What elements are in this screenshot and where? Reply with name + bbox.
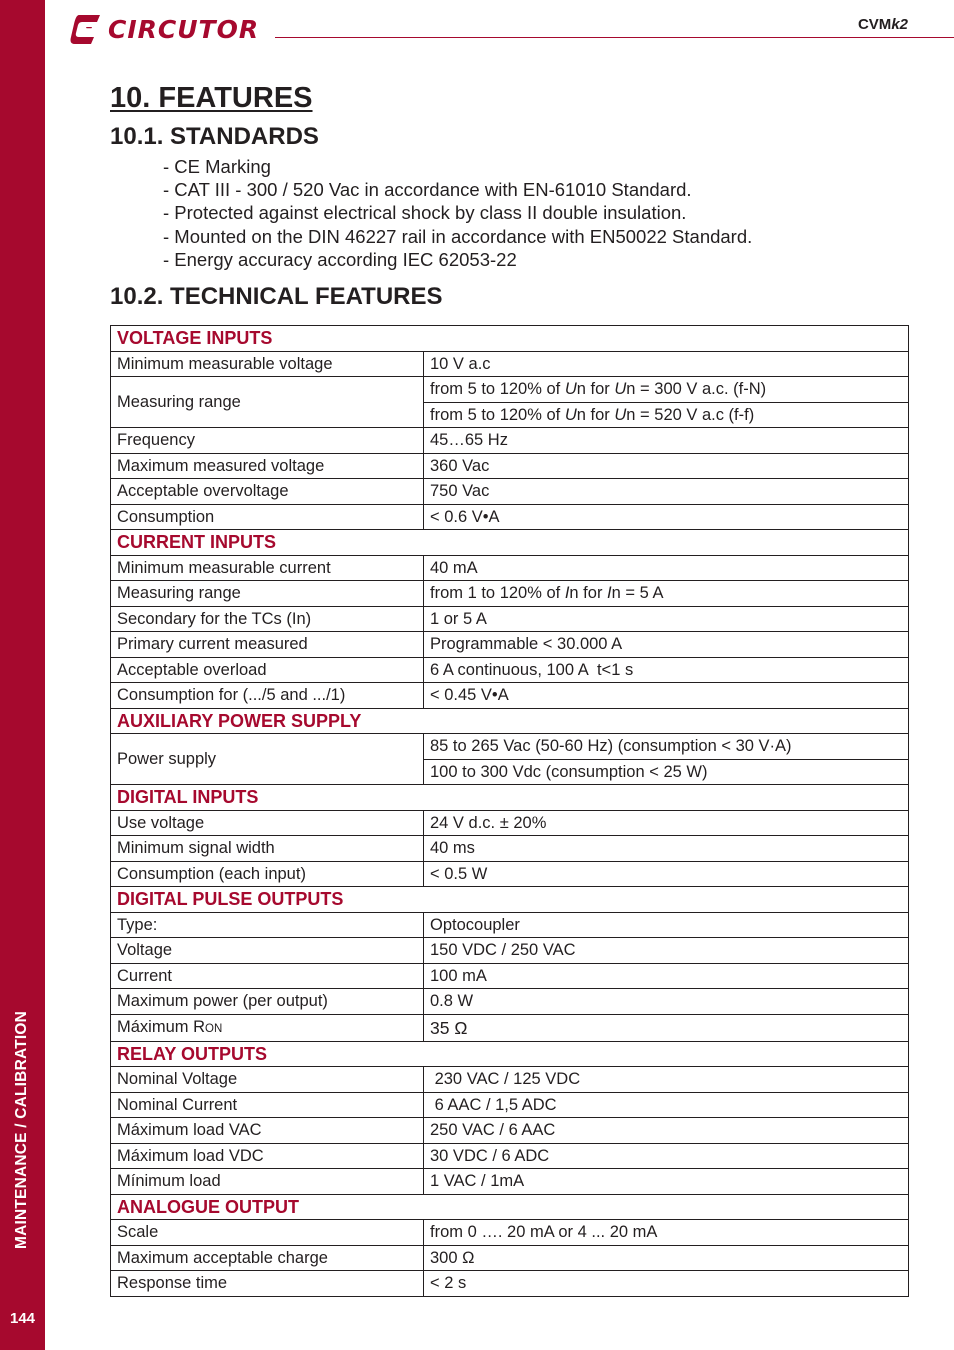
row-label: Nominal Current bbox=[111, 1092, 424, 1118]
row-label: Measuring range bbox=[111, 581, 424, 607]
row-value: 1 VAC / 1mA bbox=[424, 1169, 909, 1195]
row-value: 45…65 Hz bbox=[424, 428, 909, 454]
table-row bbox=[111, 861, 909, 887]
table-row bbox=[111, 555, 909, 581]
section-pulse-outputs: DIGITAL PULSE OUTPUTS bbox=[111, 887, 909, 913]
table-row bbox=[111, 1041, 909, 1067]
header-rule bbox=[275, 37, 954, 38]
row-value: 6 AAC / 1,5 ADC bbox=[424, 1092, 909, 1118]
list-item: - Mounted on the DIN 46227 rail in accordance with EN50022 Standard. bbox=[163, 225, 753, 247]
row-label: Frequency bbox=[111, 428, 424, 454]
section-relay-outputs: RELAY OUTPUTS bbox=[111, 1041, 909, 1067]
row-value: Programmable < 30.000 A bbox=[424, 632, 909, 658]
row-value: 250 VAC / 6 AAC bbox=[424, 1118, 909, 1144]
table-row bbox=[111, 963, 909, 989]
model-suffix: k2 bbox=[891, 16, 908, 33]
row-label: Minimum measurable voltage bbox=[111, 351, 424, 377]
row-label: Maximum measured voltage bbox=[111, 453, 424, 479]
row-label: Consumption (each input) bbox=[111, 861, 424, 887]
row-label: Measuring range bbox=[111, 377, 424, 428]
row-label: Máximum load VDC bbox=[111, 1143, 424, 1169]
row-label: Maximum power (per output) bbox=[111, 989, 424, 1015]
row-label: Consumption for (.../5 and .../1) bbox=[111, 683, 424, 709]
table-row bbox=[111, 1169, 909, 1195]
row-value: 24 V d.c. ± 20% bbox=[424, 810, 909, 836]
table-row bbox=[111, 504, 909, 530]
list-item: - CAT III - 300 / 520 Vac in accordance with EN-61010 Standard. bbox=[163, 179, 692, 201]
row-label: Voltage bbox=[111, 938, 424, 964]
row-value: < 0.45 V•A bbox=[424, 683, 909, 709]
row-value: 230 VAC / 125 VDC bbox=[424, 1067, 909, 1093]
row-value: 100 to 300 Vdc (consumption < 25 W) bbox=[424, 759, 909, 785]
table-row bbox=[111, 377, 909, 403]
features-table bbox=[110, 325, 909, 1297]
table-row bbox=[111, 1271, 909, 1297]
row-label: Secondary for the TCs (In) bbox=[111, 606, 424, 632]
table-row bbox=[111, 836, 909, 862]
row-value: < 0.6 V•A bbox=[424, 504, 909, 530]
page-title: 10. FEATURES bbox=[110, 82, 313, 114]
table-row bbox=[111, 657, 909, 683]
table-row bbox=[111, 581, 909, 607]
side-bar bbox=[0, 0, 45, 1350]
row-label: Response time bbox=[111, 1271, 424, 1297]
table-row bbox=[111, 606, 909, 632]
row-label: Minimum signal width bbox=[111, 836, 424, 862]
list-item: - Protected against electrical shock by class II double insulation. bbox=[163, 202, 687, 224]
page-number: 144 bbox=[9, 1310, 36, 1327]
section-analogue-output: ANALOGUE OUTPUT bbox=[111, 1194, 909, 1220]
table-row bbox=[111, 428, 909, 454]
table-row bbox=[111, 351, 909, 377]
row-value: 1 or 5 A bbox=[424, 606, 909, 632]
row-label: Acceptable overvoltage bbox=[111, 479, 424, 505]
table-row bbox=[111, 683, 909, 709]
row-label: Type: bbox=[111, 912, 424, 938]
list-item: - Energy accuracy according IEC 62053-22 bbox=[163, 248, 517, 270]
row-label: Máximum load VAC bbox=[111, 1118, 424, 1144]
row-label: Acceptable overload bbox=[111, 657, 424, 683]
section-aux-power: AUXILIARY POWER SUPPLY bbox=[111, 708, 909, 734]
row-label: Maximum acceptable charge bbox=[111, 1245, 424, 1271]
list-item: - CE Marking bbox=[163, 156, 271, 177]
logo-text: CIRCUTOR bbox=[108, 14, 260, 44]
row-label: Power supply bbox=[111, 734, 424, 785]
table-row bbox=[111, 734, 909, 760]
row-value: 10 V a.c bbox=[424, 351, 909, 377]
table-row bbox=[111, 1118, 909, 1144]
section-current-inputs: CURRENT INPUTS bbox=[111, 530, 909, 556]
row-value: 300 Ω bbox=[424, 1245, 909, 1271]
table-row bbox=[111, 1245, 909, 1271]
row-value: 35 Ω bbox=[424, 1014, 909, 1041]
row-value: 40 ms bbox=[424, 836, 909, 862]
table-row bbox=[111, 912, 909, 938]
row-label: Consumption bbox=[111, 504, 424, 530]
row-value: 150 VDC / 250 VAC bbox=[424, 938, 909, 964]
row-label: Mínimum load bbox=[111, 1169, 424, 1195]
row-value: < 0.5 W bbox=[424, 861, 909, 887]
standards-list bbox=[163, 155, 752, 271]
row-value: < 2 s bbox=[424, 1271, 909, 1297]
section-digital-inputs: DIGITAL INPUTS bbox=[111, 785, 909, 811]
section-label: MAINTENANCE / CALIBRATION bbox=[13, 1010, 30, 1250]
table-row bbox=[111, 1092, 909, 1118]
row-value: 0.8 W bbox=[424, 989, 909, 1015]
row-label: Primary current measured bbox=[111, 632, 424, 658]
row-label: Máximum RON bbox=[111, 1014, 424, 1041]
table-row bbox=[111, 479, 909, 505]
table-row bbox=[111, 1143, 909, 1169]
row-value: 360 Vac bbox=[424, 453, 909, 479]
row-value: 6 A continuous, 100 A t<1 s bbox=[424, 657, 909, 683]
technical-heading: 10.2. TECHNICAL FEATURES bbox=[110, 283, 443, 310]
row-value: 40 mA bbox=[424, 555, 909, 581]
table-row bbox=[111, 1067, 909, 1093]
row-label: Current bbox=[111, 963, 424, 989]
table-row bbox=[111, 1220, 909, 1246]
table-row bbox=[111, 530, 909, 556]
table-row bbox=[111, 887, 909, 913]
row-value: 30 VDC / 6 ADC bbox=[424, 1143, 909, 1169]
table-row bbox=[111, 989, 909, 1015]
row-label: Use voltage bbox=[111, 810, 424, 836]
table-row bbox=[111, 810, 909, 836]
row-label: Minimum measurable current bbox=[111, 555, 424, 581]
circutor-logo-icon bbox=[70, 13, 102, 45]
table-row bbox=[111, 453, 909, 479]
row-value: from 1 to 120% of In for In = 5 A bbox=[424, 581, 909, 607]
row-value: 750 Vac bbox=[424, 479, 909, 505]
row-value: 100 mA bbox=[424, 963, 909, 989]
row-value: 85 to 265 Vac (50-60 Hz) (consumption < 30 V·A) bbox=[424, 734, 909, 760]
table-row bbox=[111, 1014, 909, 1041]
row-value: from 5 to 120% of Un for Un = 300 V a.c. (f-N) bbox=[424, 377, 909, 403]
table-row bbox=[111, 1194, 909, 1220]
circutor-logo bbox=[70, 12, 259, 46]
table-row bbox=[111, 938, 909, 964]
table-row bbox=[111, 632, 909, 658]
row-label: Scale bbox=[111, 1220, 424, 1246]
table-row bbox=[111, 785, 909, 811]
row-value: from 0 …. 20 mA or 4 ... 20 mA bbox=[424, 1220, 909, 1246]
row-value: Optocoupler bbox=[424, 912, 909, 938]
standards-heading: 10.1. STANDARDS bbox=[110, 123, 319, 150]
row-label: Nominal Voltage bbox=[111, 1067, 424, 1093]
row-value: from 5 to 120% of Un for Un = 520 V a.c (f-f) bbox=[424, 402, 909, 428]
section-voltage-inputs: VOLTAGE INPUTS bbox=[111, 326, 909, 352]
table-row bbox=[111, 708, 909, 734]
model-base: CVM bbox=[857, 16, 892, 33]
table-row bbox=[111, 326, 909, 352]
model-name bbox=[858, 16, 908, 33]
